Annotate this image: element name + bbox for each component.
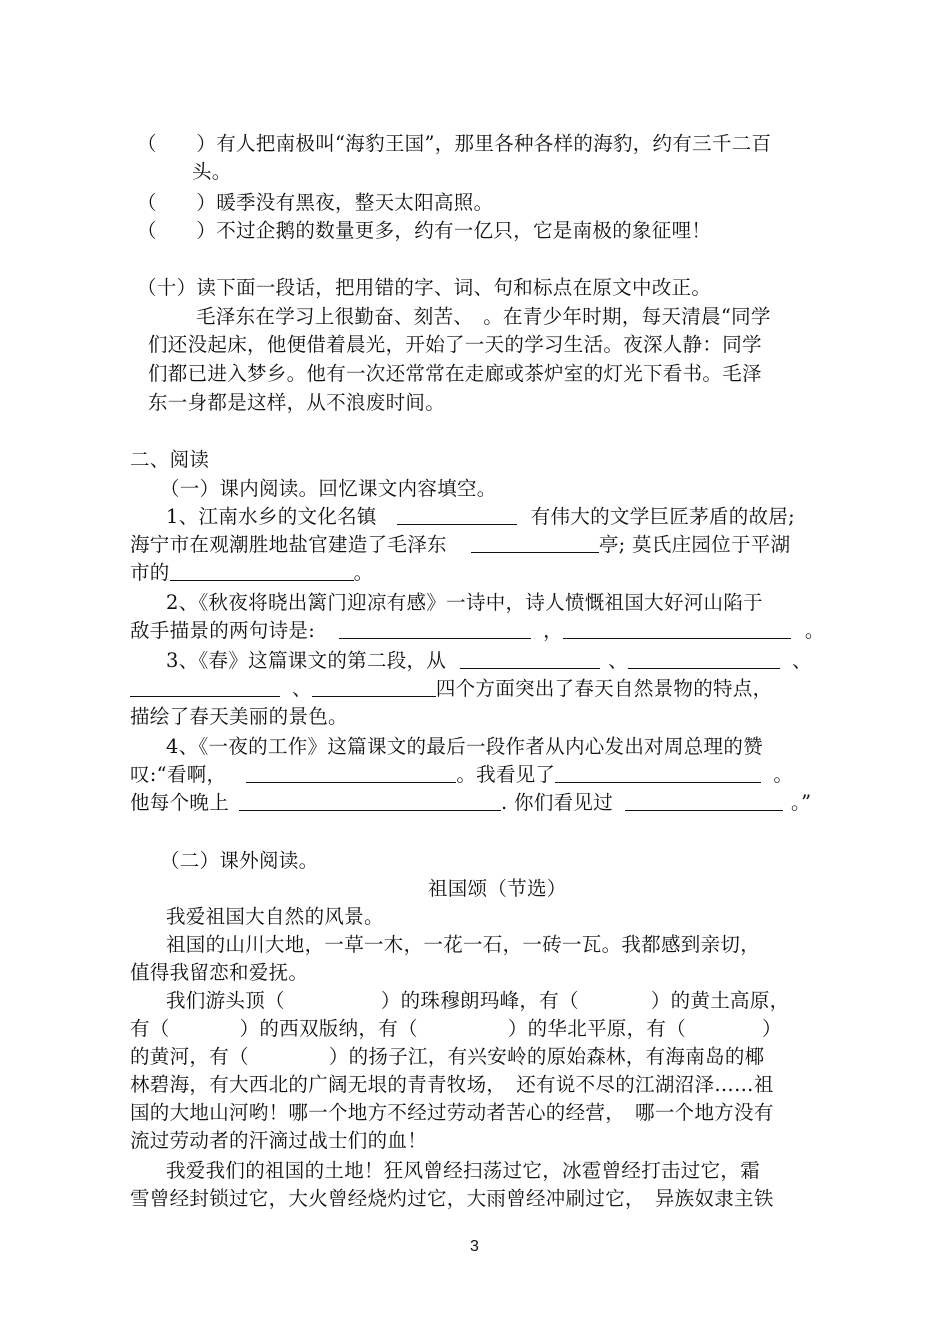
paragraph-line: 雪曾经封锁过它，大火曾经烧灼过它，大雨曾经冲刷过它， 异族奴隶主铁 xyxy=(130,1187,774,1210)
question-text: 四个方面突出了春天自然景物的特点， xyxy=(435,677,773,700)
section-heading: （十）读下面一段话，把用错的字、词、句和标点在原文中改正。 xyxy=(137,276,712,299)
question-text: 、 xyxy=(791,649,812,672)
answer-blank[interactable] xyxy=(312,676,436,697)
question-4-cont xyxy=(130,762,793,788)
question-text: 、 xyxy=(292,677,312,700)
paragraph-line: 我爱我们的祖国的土地！狂风曾经扫荡过它，冰雹曾经打击过它，霜 xyxy=(166,1159,761,1182)
question-4-cont xyxy=(130,790,811,816)
answer-bracket[interactable]: （ ） xyxy=(137,219,217,242)
answer-blank[interactable] xyxy=(339,618,531,639)
question-3-cont: 描绘了春天美丽的景色。 xyxy=(130,705,348,728)
question-text: 。 xyxy=(353,561,374,584)
question-1 xyxy=(166,504,795,530)
question-text: 3、《春》这篇课文的第二段，从 xyxy=(166,649,447,672)
paragraph-line: 们都已进入梦乡。他有一次还常常在走廊或茶炉室的灯光下看书。毛泽 xyxy=(148,362,762,385)
question-text: 我们游头顶（ xyxy=(166,989,285,1012)
answer-blank[interactable] xyxy=(246,762,456,783)
paragraph-line: 我爱祖国大自然的风景。 xyxy=(166,905,384,928)
judgement-item-2 xyxy=(137,190,493,216)
question-2-cont xyxy=(130,618,825,644)
answer-blank[interactable] xyxy=(563,618,791,639)
question-text: 、 xyxy=(608,649,628,672)
answer-blank[interactable] xyxy=(239,790,501,811)
answer-bracket[interactable]: （ ） xyxy=(137,191,217,214)
paragraph-line: 流过劳动者的汗滴过战士们的血！ xyxy=(130,1129,428,1152)
fill-line xyxy=(130,1016,782,1042)
judgement-item-3 xyxy=(137,218,711,244)
item-text: 不过企鹅的数量更多，约有一亿只，它是南极的象征哩！ xyxy=(216,219,712,242)
paragraph-line: 林碧海，有大西北的广阔无垠的青青牧场， 还有说不尽的江湖沼泽……祖 xyxy=(130,1073,774,1096)
question-text: ）的西双版纳，有（ xyxy=(239,1017,418,1040)
fill-line xyxy=(130,1044,764,1070)
answer-blank[interactable] xyxy=(628,648,780,669)
question-text: ， xyxy=(543,619,563,642)
question-text: ）的华北平原，有（ xyxy=(507,1017,687,1040)
question-text: ） xyxy=(762,1017,782,1040)
question-text: ）的珠穆朗玛峰，有（ xyxy=(380,989,579,1012)
question-text: ）的黄土高原， xyxy=(650,989,790,1012)
answer-blank[interactable] xyxy=(555,762,761,783)
question-text: 亭; 莫氏庄园位于平湖 xyxy=(598,533,791,556)
item-text: 有人把南极叫“海豹王国”，那里各种各样的海豹，约有三千二百 xyxy=(216,132,772,155)
question-text: 。 xyxy=(773,763,794,786)
paragraph-line: 祖国的山川大地，一草一木，一花一石，一砖一瓦。我都感到亲切， xyxy=(166,933,761,956)
question-text: 。我看见了 xyxy=(456,763,556,786)
question-1-cont xyxy=(130,560,373,586)
paragraph-line: 国的大地山河哟！哪一个地方不经过劳动者苦心的经营， 哪一个地方没有 xyxy=(130,1101,774,1124)
answer-blank[interactable] xyxy=(130,676,280,697)
question-text: 海宁市在观潮胜地盐官建造了毛泽东 xyxy=(130,533,447,556)
paragraph-line: 们还没起床，他便借着晨光，开始了一天的学习生活。夜深人静：同学 xyxy=(148,333,762,356)
question-text: 敌手描景的两句诗是: xyxy=(130,619,316,642)
question-text: 1、江南水乡的文化名镇 xyxy=(166,505,377,528)
judgement-item-1 xyxy=(137,131,771,157)
question-text: 。” xyxy=(791,791,812,814)
page-number: 3 xyxy=(470,1238,479,1255)
answer-bracket[interactable]: （ ） xyxy=(137,132,217,155)
question-text: 市的 xyxy=(130,561,170,584)
section-heading: 二、阅读 xyxy=(130,448,210,471)
answer-blank[interactable] xyxy=(625,790,783,811)
question-text: 叹:“看啊， xyxy=(130,763,227,786)
question-text: 的黄河，有（ xyxy=(130,1045,249,1068)
answer-blank[interactable] xyxy=(397,504,517,525)
question-3-cont xyxy=(130,676,772,702)
judgement-item-1-cont: 头。 xyxy=(192,160,232,183)
question-text: . 你们看见过 xyxy=(501,791,614,814)
paragraph-line: 东一身都是这样，从不浪废时间。 xyxy=(148,391,446,414)
question-text: 他每个晚上 xyxy=(130,791,230,814)
item-text: 暖季没有黑夜，整天太阳高照。 xyxy=(216,191,494,214)
question-3 xyxy=(166,648,812,674)
question-1-cont xyxy=(130,532,790,558)
fill-line xyxy=(166,988,789,1014)
subsection-heading: （二）课外阅读。 xyxy=(160,849,319,872)
question-text: ）的扬子江，有兴安岭的原始森林，有海南岛的椰 xyxy=(328,1045,765,1068)
question-text: 有（ xyxy=(130,1017,170,1040)
answer-blank[interactable] xyxy=(460,648,600,669)
answer-blank[interactable] xyxy=(471,532,599,553)
question-text: 。 xyxy=(804,619,825,642)
question-text: 有伟大的文学巨匠茅盾的故居; xyxy=(530,505,795,528)
subsection-heading: （一）课内阅读。回忆课文内容填空。 xyxy=(160,477,497,500)
question-4: 4、《一夜的工作》这篇课文的最后一段作者从内心发出对周总理的赞 xyxy=(166,735,763,758)
question-2: 2、《秋夜将晓出篱门迎凉有感》一诗中，诗人愤慨祖国大好河山陷于 xyxy=(166,591,763,614)
paragraph-line: 毛泽东在学习上很勤奋、刻苦、 。在青少年时期，每天清晨“同学 xyxy=(196,305,771,328)
passage-title: 祖国颂（节选） xyxy=(428,877,567,900)
paragraph-line: 值得我留恋和爱抚。 xyxy=(130,961,309,984)
answer-blank[interactable] xyxy=(170,560,354,581)
